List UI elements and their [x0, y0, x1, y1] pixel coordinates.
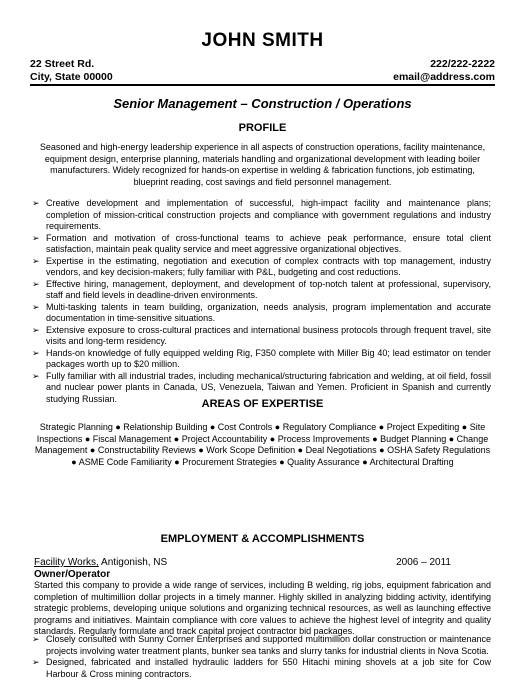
bullet-text: Creative development and implementation of successful, high-impact facility and maintenance plans; completion of mission-critical construction projects and compliance with government regulations and industry requirements.: [46, 198, 491, 231]
headline: Senior Management – Construction / Operations: [113, 96, 412, 111]
expertise-heading: AREAS OF EXPERTISE: [201, 398, 324, 410]
profile-bullet-list: [32, 198, 491, 405]
list-item: [32, 302, 491, 325]
job-bullet-list: [32, 634, 491, 680]
employment-heading: EMPLOYMENT & ACCOMPLISHMENTS: [160, 533, 365, 545]
expertise-list: Strategic Planning ● Relationship Building ● Cost Controls ● Regulatory Compliance ● Project Expediting ● Site Inspections ● Fiscal Management ● Project Accountability ● Process Improvements ● Budget Planning ● Change Management ● Constructability Reviews ● Work Scope Definition ● Deal Negotiations ● OSHA Safety Regulations ● ASME Code Familiarity ● Procurement Strategies ● Quality Assurance ● Architectural Drafting: [34, 422, 491, 467]
job-header: [34, 557, 491, 568]
arrow-bullet-icon: ➢: [32, 657, 40, 667]
address-line-1: 22 Street Rd.: [30, 58, 95, 70]
list-item: [32, 348, 491, 371]
list-item: [32, 634, 491, 657]
employer-location: Antigonish, NS: [98, 557, 168, 568]
arrow-bullet-icon: ➢: [32, 301, 40, 312]
bullet-text: Expertise in the estimating, negotiation and execution of complex contracts with top management, industry vendors, and key decision-makers; fully familiar with P&L, budgeting and cost reductions.: [46, 255, 491, 277]
bullet-text: Hands-on knowledge of fully equipped welding Rig, F350 complete with Miller Big 40; lead estimator on tender packages worth up to $20 million.: [46, 347, 491, 369]
list-item: [32, 279, 491, 302]
arrow-bullet-icon: ➢: [32, 198, 40, 208]
job-title: Owner/Operator: [34, 569, 111, 580]
bullet-text: Effective hiring, management, deployment, and development of top-notch talent at professional, supervisory, staff and field levels in deadline-driven environments.: [46, 278, 491, 300]
list-item: [32, 198, 491, 233]
arrow-bullet-icon: ➢: [32, 370, 40, 381]
bullet-text: Designed, fabricated and installed hydraulic ladders for 550 Hitachi mining shovels at a job site for Cow Harbour & Cross mining contractors.: [46, 657, 491, 679]
contact-block: [393, 58, 495, 84]
arrow-bullet-icon: ➢: [32, 347, 40, 358]
list-item: [32, 325, 491, 348]
profile-heading: PROFILE: [238, 122, 287, 134]
email-address[interactable]: email@address.com: [393, 71, 495, 83]
candidate-name: JOHN SMITH: [201, 30, 324, 51]
header-divider: [30, 84, 495, 86]
arrow-bullet-icon: ➢: [32, 634, 40, 644]
employer-name: Facility Works,: [34, 557, 99, 568]
arrow-bullet-icon: ➢: [32, 324, 40, 335]
bullet-text: Extensive exposure to cross-cultural practices and international business protocols through frequent travel, site visits and long-term residency.: [46, 324, 491, 346]
job-dates: 2006 – 2011: [396, 557, 451, 568]
list-item: [32, 233, 491, 256]
list-item: [32, 256, 491, 279]
phone-number: 222/222-2222: [430, 58, 495, 70]
arrow-bullet-icon: ➢: [32, 278, 40, 289]
address-line-2: City, State 00000: [30, 71, 113, 83]
bullet-text: Closely consulted with Sunny Corner Enterprises and supported multimillion dollar construction or maintenance projects involving water treatment plants, bunker sea tanks and slurry tanks for industrial clients in Nova Scotia.: [46, 634, 491, 656]
job-description: Started this company to provide a wide range of services, including B welding, rig jobs, equipment fabrication and completion of multimillion dollar projects in a timely manner. Highly skilled in analyzing bidding activity, identifying strategic problems, developing unique solutions and organizing technical resources, as well as launching effective programs and initiatives. Maintain compliance with core values to achieve the highest level of integrity and quality standards. Regularly formulate and track capital project contractor bid packages.: [34, 580, 491, 636]
bullet-text: Multi-tasking talents in team building, organization, needs analysis, program implementation and accurate documentation in time-sensitive situations.: [46, 301, 491, 323]
address-block: [30, 58, 113, 84]
list-item: [32, 657, 491, 680]
arrow-bullet-icon: ➢: [32, 232, 40, 243]
bullet-text: Fully familiar with all industrial trades, including mechanical/structuring fabrication and welding, at oil field, fossil and nuclear power plants in Canada, US, Venezuela, Taiwan and Yemen. Proficient in Spanish and currently studying Russian.: [46, 370, 491, 404]
profile-summary: Seasoned and high-energy leadership experience in all aspects of construction operations, facility maintenance, equipment design, enterprise planning, materials handling and organizational development with leading boiler manufacturers. Widely recognized for hands-on expertise in welding & fabrication functions, job estimating, blueprint reading, cost savings and field personnel management.: [39, 142, 486, 187]
bullet-text: Formation and motivation of cross-functional teams to achieve peak performance, ensure total client satisfaction, maintain peak quality service and meet aggressive organizational objectives.: [46, 232, 491, 254]
arrow-bullet-icon: ➢: [32, 255, 40, 266]
